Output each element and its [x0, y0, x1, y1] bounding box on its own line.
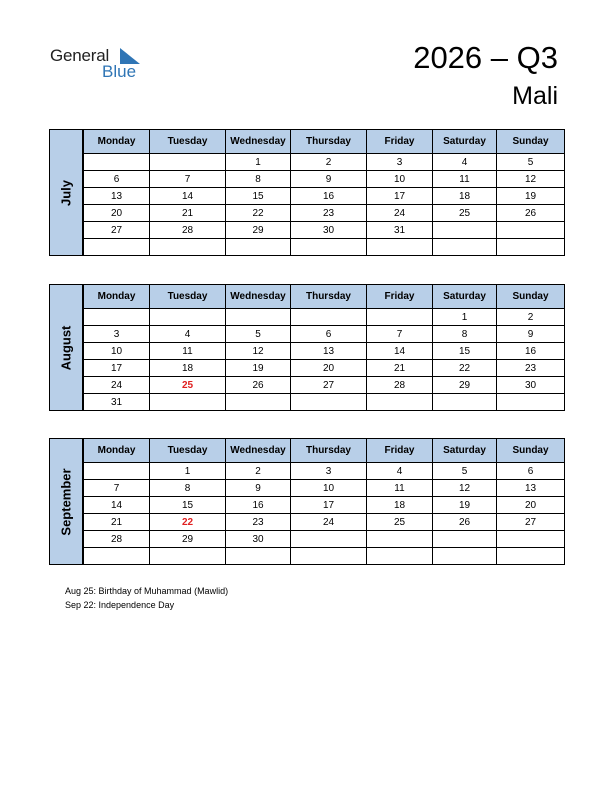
- week-row: [84, 171, 565, 188]
- day-cell: 28: [84, 531, 150, 548]
- page-title: 2026 – Q3: [413, 40, 558, 75]
- week-row: [84, 514, 565, 531]
- day-cell: 5: [497, 154, 565, 171]
- empty-day-cell: [150, 154, 226, 171]
- day-cell: 25: [433, 205, 497, 222]
- weekday-header: Wednesday: [226, 439, 291, 463]
- day-cell: 20: [84, 205, 150, 222]
- weekday-header: Thursday: [291, 130, 367, 154]
- day-cell: 30: [291, 222, 367, 239]
- empty-day-cell: [84, 309, 150, 326]
- empty-day-cell: [150, 548, 226, 565]
- week-row: [84, 531, 565, 548]
- day-cell: 25: [150, 377, 226, 394]
- weekday-header: Thursday: [291, 285, 367, 309]
- day-cell: 2: [497, 309, 565, 326]
- week-row: [84, 239, 565, 256]
- empty-day-cell: [291, 531, 367, 548]
- weekday-header: Tuesday: [150, 285, 226, 309]
- weekday-header: Wednesday: [226, 285, 291, 309]
- day-cell: 8: [226, 171, 291, 188]
- day-cell: 23: [497, 360, 565, 377]
- day-cell: 14: [84, 497, 150, 514]
- month-label: [49, 129, 83, 256]
- day-cell: 13: [291, 343, 367, 360]
- empty-day-cell: [150, 394, 226, 411]
- week-row: [84, 154, 565, 171]
- day-cell: 9: [291, 171, 367, 188]
- day-cell: 7: [84, 480, 150, 497]
- empty-day-cell: [367, 394, 433, 411]
- day-cell: 22: [150, 514, 226, 531]
- day-cell: 1: [150, 463, 226, 480]
- day-cell: 20: [497, 497, 565, 514]
- weekday-header: Monday: [84, 130, 150, 154]
- empty-day-cell: [226, 309, 291, 326]
- empty-day-cell: [433, 394, 497, 411]
- week-row: [84, 377, 565, 394]
- day-cell: 14: [150, 188, 226, 205]
- weekday-header: Sunday: [497, 130, 565, 154]
- empty-day-cell: [433, 239, 497, 256]
- weekday-header: Saturday: [433, 130, 497, 154]
- empty-day-cell: [367, 548, 433, 565]
- day-cell: 19: [226, 360, 291, 377]
- day-cell: 3: [367, 154, 433, 171]
- weekday-header: Monday: [84, 439, 150, 463]
- weekday-header: Friday: [367, 439, 433, 463]
- empty-day-cell: [291, 394, 367, 411]
- empty-day-cell: [84, 463, 150, 480]
- day-cell: 18: [367, 497, 433, 514]
- day-cell: 1: [226, 154, 291, 171]
- day-cell: 8: [150, 480, 226, 497]
- weekday-header: Saturday: [433, 439, 497, 463]
- empty-day-cell: [497, 548, 565, 565]
- day-cell: 29: [433, 377, 497, 394]
- day-cell: 11: [433, 171, 497, 188]
- week-row: [84, 188, 565, 205]
- weekday-header: Sunday: [497, 439, 565, 463]
- month-label: [49, 438, 83, 565]
- empty-day-cell: [367, 239, 433, 256]
- weekday-header: Tuesday: [150, 130, 226, 154]
- day-cell: 18: [433, 188, 497, 205]
- day-cell: 12: [497, 171, 565, 188]
- day-cell: 17: [367, 188, 433, 205]
- day-cell: 21: [367, 360, 433, 377]
- day-cell: 19: [497, 188, 565, 205]
- day-cell: 4: [150, 326, 226, 343]
- day-cell: 30: [497, 377, 565, 394]
- day-cell: 23: [291, 205, 367, 222]
- empty-day-cell: [226, 548, 291, 565]
- week-row: [84, 309, 565, 326]
- day-cell: 22: [226, 205, 291, 222]
- empty-day-cell: [84, 239, 150, 256]
- day-cell: 25: [367, 514, 433, 531]
- empty-day-cell: [433, 548, 497, 565]
- day-cell: 22: [433, 360, 497, 377]
- weekday-header: Sunday: [497, 285, 565, 309]
- week-row: [84, 205, 565, 222]
- month-name: August: [58, 325, 74, 370]
- weekday-header: Monday: [84, 285, 150, 309]
- week-row: [84, 326, 565, 343]
- week-row: [84, 394, 565, 411]
- weekday-header: Friday: [367, 130, 433, 154]
- day-cell: 28: [367, 377, 433, 394]
- day-cell: 16: [291, 188, 367, 205]
- weekday-header: Wednesday: [226, 130, 291, 154]
- day-cell: 27: [497, 514, 565, 531]
- day-cell: 21: [84, 514, 150, 531]
- day-cell: 8: [433, 326, 497, 343]
- week-row: [84, 343, 565, 360]
- day-cell: 2: [226, 463, 291, 480]
- day-cell: 27: [291, 377, 367, 394]
- day-cell: 19: [433, 497, 497, 514]
- day-cell: 3: [291, 463, 367, 480]
- day-cell: 17: [84, 360, 150, 377]
- day-cell: 12: [226, 343, 291, 360]
- day-cell: 24: [291, 514, 367, 531]
- empty-day-cell: [497, 531, 565, 548]
- logo-blue-text: Blue: [102, 62, 137, 81]
- empty-day-cell: [226, 394, 291, 411]
- holiday-notes: [65, 584, 228, 612]
- day-cell: 13: [84, 188, 150, 205]
- day-cell: 15: [150, 497, 226, 514]
- logo: [50, 44, 150, 84]
- day-cell: 12: [433, 480, 497, 497]
- month-name: July: [58, 179, 74, 206]
- day-cell: 20: [291, 360, 367, 377]
- day-cell: 26: [226, 377, 291, 394]
- week-row: [84, 480, 565, 497]
- month-table: [83, 129, 565, 256]
- day-cell: 4: [367, 463, 433, 480]
- holiday-note: Sep 22: Independence Day: [65, 600, 175, 610]
- week-row: [84, 463, 565, 480]
- logo-general-text: General: [50, 46, 110, 65]
- month-label: [49, 284, 83, 411]
- day-cell: 28: [150, 222, 226, 239]
- week-row: [84, 360, 565, 377]
- empty-day-cell: [291, 309, 367, 326]
- day-cell: 15: [433, 343, 497, 360]
- day-cell: 3: [84, 326, 150, 343]
- holiday-note: Aug 25: Birthday of Muhammad (Mawlid): [65, 586, 229, 596]
- day-cell: 18: [150, 360, 226, 377]
- empty-day-cell: [367, 531, 433, 548]
- day-cell: 4: [433, 154, 497, 171]
- empty-day-cell: [433, 222, 497, 239]
- day-cell: 24: [84, 377, 150, 394]
- day-cell: 17: [291, 497, 367, 514]
- day-cell: 9: [226, 480, 291, 497]
- day-cell: 26: [433, 514, 497, 531]
- empty-day-cell: [433, 531, 497, 548]
- day-cell: 27: [84, 222, 150, 239]
- empty-day-cell: [291, 239, 367, 256]
- empty-day-cell: [84, 548, 150, 565]
- day-cell: 21: [150, 205, 226, 222]
- day-cell: 15: [226, 188, 291, 205]
- day-cell: 10: [84, 343, 150, 360]
- week-row: [84, 548, 565, 565]
- weekday-header: Thursday: [291, 439, 367, 463]
- empty-day-cell: [84, 154, 150, 171]
- empty-day-cell: [497, 394, 565, 411]
- day-cell: 24: [367, 205, 433, 222]
- week-row: [84, 222, 565, 239]
- day-cell: 26: [497, 205, 565, 222]
- weekday-header: Tuesday: [150, 439, 226, 463]
- day-cell: 31: [367, 222, 433, 239]
- weekday-header: Friday: [367, 285, 433, 309]
- day-cell: 16: [226, 497, 291, 514]
- day-cell: 13: [497, 480, 565, 497]
- day-cell: 6: [291, 326, 367, 343]
- day-cell: 16: [497, 343, 565, 360]
- empty-day-cell: [497, 222, 565, 239]
- empty-day-cell: [497, 239, 565, 256]
- empty-day-cell: [150, 239, 226, 256]
- country-name: Mali: [512, 82, 558, 110]
- day-cell: 9: [497, 326, 565, 343]
- day-cell: 14: [367, 343, 433, 360]
- empty-day-cell: [226, 239, 291, 256]
- day-cell: 31: [84, 394, 150, 411]
- day-cell: 6: [497, 463, 565, 480]
- day-cell: 1: [433, 309, 497, 326]
- weekday-header: Saturday: [433, 285, 497, 309]
- day-cell: 5: [433, 463, 497, 480]
- day-cell: 7: [367, 326, 433, 343]
- day-cell: 11: [367, 480, 433, 497]
- day-cell: 10: [367, 171, 433, 188]
- day-cell: 29: [150, 531, 226, 548]
- day-cell: 2: [291, 154, 367, 171]
- day-cell: 5: [226, 326, 291, 343]
- empty-day-cell: [291, 548, 367, 565]
- day-cell: 10: [291, 480, 367, 497]
- day-cell: 29: [226, 222, 291, 239]
- month-name: September: [58, 467, 74, 536]
- empty-day-cell: [367, 309, 433, 326]
- day-cell: 23: [226, 514, 291, 531]
- day-cell: 30: [226, 531, 291, 548]
- day-cell: 6: [84, 171, 150, 188]
- day-cell: 11: [150, 343, 226, 360]
- month-table: [83, 284, 565, 411]
- week-row: [84, 497, 565, 514]
- empty-day-cell: [150, 309, 226, 326]
- month-table: [83, 438, 565, 565]
- day-cell: 7: [150, 171, 226, 188]
